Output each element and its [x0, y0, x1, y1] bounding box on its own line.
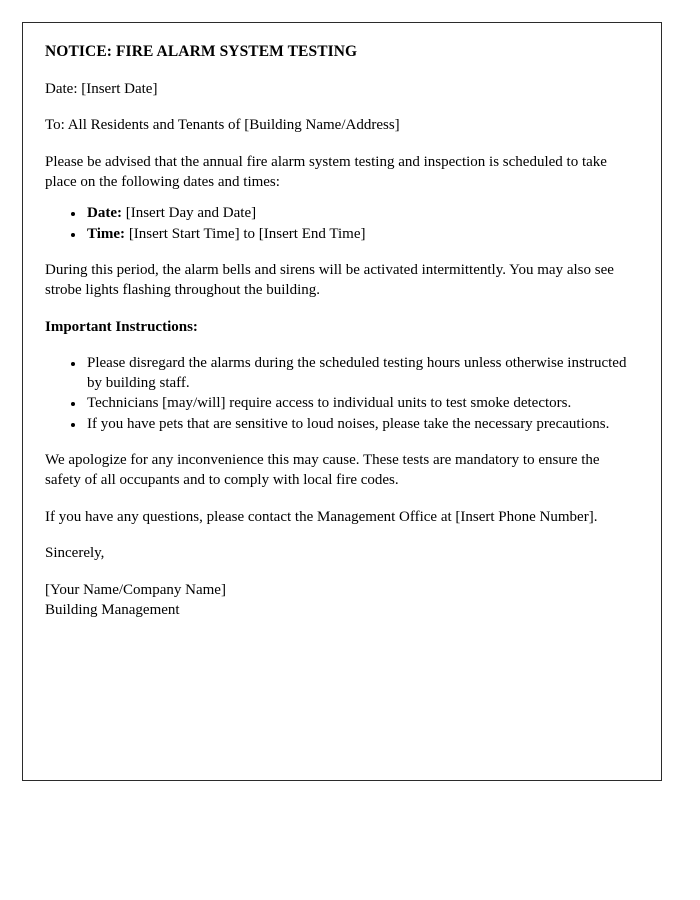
- schedule-list: [45, 204, 639, 245]
- apology-paragraph: We apologize for any inconvenience this may cause. These tests are mandatory to ensure the safety of all occupants and to comply with local fire codes.: [45, 451, 600, 488]
- signature-block: [45, 581, 639, 621]
- document-page-frame: [22, 22, 662, 781]
- document-body: [23, 23, 661, 621]
- list-item: • Please disregard the alarms during the scheduled testing hours unless otherwise instructed by building staff.: [85, 354, 639, 394]
- intro-paragraph: Please be advised that the annual fire alarm system testing and inspection is scheduled to take place on the following dates and times:: [45, 154, 607, 190]
- instructions-list: [45, 354, 639, 435]
- signature-name: [Your Name/Company Name]: [45, 582, 226, 599]
- recipient-line: To: All Residents and Tenants of [Building Name/Address]: [45, 117, 400, 134]
- during-period-paragraph: During this period, the alarm bells and sirens will be activated intermittently. You may also see strobe lights flashing throughout the building.: [45, 262, 614, 299]
- contact-paragraph: If you have any questions, please contact the Management Office at [Insert Phone Number].: [45, 508, 598, 525]
- schedule-time-value: [Insert Start Time] to [Insert End Time]: [128, 225, 366, 242]
- signature-title: Building Management: [45, 601, 180, 618]
- important-instructions-heading: Important Instructions:: [45, 318, 198, 335]
- schedule-date-value: [Insert Day and Date]: [125, 204, 257, 221]
- schedule-time-label: Time:: [87, 225, 126, 242]
- list-item: • If you have pets that are sensitive to loud noises, please take the necessary precautions.: [85, 415, 639, 435]
- list-item-date: [85, 204, 639, 224]
- schedule-date-label: Date:: [87, 204, 122, 221]
- list-item: • Technicians [may/will] require access to individual units to test smoke detectors.: [85, 394, 639, 414]
- page-title: NOTICE: FIRE ALARM SYSTEM TESTING: [45, 43, 358, 60]
- list-item-time: [85, 225, 639, 245]
- date-line: Date: [Insert Date]: [45, 80, 158, 97]
- closing-line: Sincerely,: [45, 545, 105, 562]
